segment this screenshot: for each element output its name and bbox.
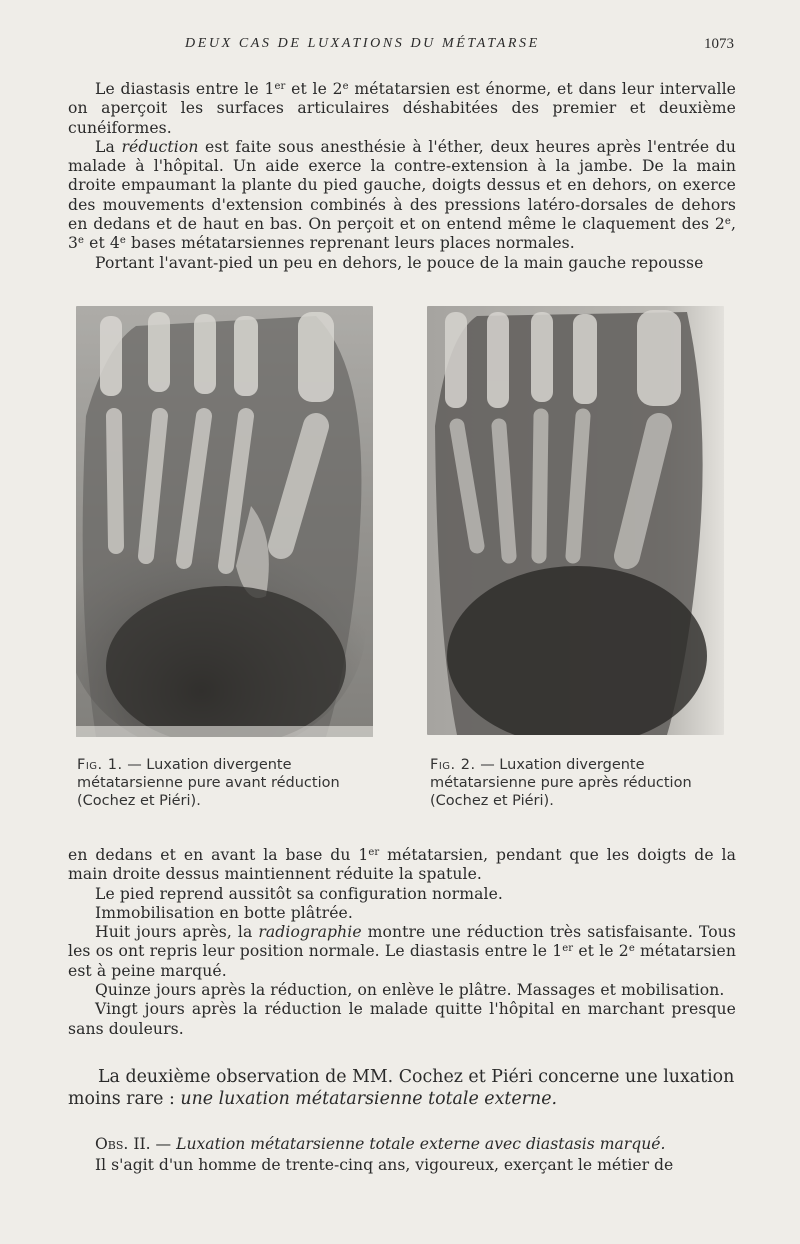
figure-1-caption: [77, 756, 377, 810]
text-run: métatarsien, pendant que les doigts de la main droite dessus maintiennent réduite la spatule.: [68, 846, 736, 884]
paragraph-continuation: [68, 846, 736, 885]
superscript: e: [724, 216, 731, 228]
text-run: en dedans et en avant la base du 1: [68, 846, 369, 864]
italic-term: radiographie: [258, 923, 362, 942]
text-run: —: [150, 1135, 177, 1153]
figure-label: Fig. 1.: [77, 757, 123, 773]
observation-text: Il s'agit d'un homme de trente-cinq ans, vigoureux, exerçant le métier de: [95, 1156, 674, 1174]
text-run: métatarsien est énorme, et dans leur intervalle on aperçoit les surfaces articulaires déshabitées des premier et deuxième cunéiformes.: [68, 80, 736, 137]
italic-term: une luxation métatarsienne totale externe.: [180, 1089, 558, 1109]
figure-1-radiograph: [76, 306, 373, 737]
paragraph-intro: [68, 1066, 748, 1110]
text-run: , 3: [68, 215, 736, 253]
running-head: [0, 36, 800, 58]
bottom-text-block: [68, 846, 736, 1039]
superscript: er: [274, 81, 286, 92]
page-number: 1073: [704, 36, 734, 52]
observation-label: Obs. II.: [95, 1135, 151, 1153]
text-run: bases métatarsiennes reprenant leurs places normales.: [125, 234, 575, 253]
paragraph-portant: Portant l'avant-pied un peu en dehors, le pouce de la main gauche repousse: [95, 253, 704, 272]
observation-title: Luxation métatarsienne totale externe avec diastasis marqué.: [176, 1135, 666, 1153]
text-run: Le diastasis entre le 1: [95, 80, 275, 98]
text-run: et 4: [84, 234, 120, 253]
top-text-block: [68, 80, 736, 273]
text-run: est faite sous anesthésie à l'éther, deux heures après l'entrée du malade à l'hôpital. Un aide exerce la contre-extension à la jambe. De la main droite empaumant la plante du pied gauche, doigts dessus et en dehors, on exerce des mouvements d'extension combinés à des pressions latéro-dorsales de dehors en dedans et de haut en bas. On perçoit et on entend même le claquement des 2: [68, 137, 736, 234]
caption-text: — Luxation divergente métatarsienne pure après réduction (Cochez et Piéri).: [430, 757, 692, 809]
observation-two: [68, 1134, 736, 1176]
text-run: métatarsien est à peine marqué.: [68, 942, 736, 980]
xray-foot-before-icon: [76, 306, 373, 737]
text-run: et le 2: [573, 942, 629, 961]
paragraph-immobilisation: Immobilisation en botte plâtrée.: [95, 903, 353, 922]
figure-2-radiograph: [427, 306, 724, 735]
figure-2-caption: [430, 756, 730, 810]
superscript: e: [78, 235, 85, 247]
italic-term: réduction: [121, 137, 199, 156]
text-run: et le 2: [285, 80, 343, 98]
paragraph-diastasis: [68, 80, 736, 138]
superscript: e: [119, 235, 126, 247]
superscript: e: [342, 81, 349, 92]
paragraph-quinze-jours: Quinze jours après la réduction, on enlève le plâtre. Massages et mobilisation.: [95, 981, 725, 1000]
superscript: e: [628, 943, 635, 955]
figure-label: Fig. 2.: [430, 757, 476, 773]
paragraph-vingt-jours: Vingt jours après la réduction le malade quitte l'hôpital en marchant presque sans douleurs.: [68, 1000, 736, 1038]
paragraph-reduction: [68, 138, 736, 254]
text-run: La deuxième observation de MM. Cochez et Piéri concerne une luxation moins rare :: [68, 1067, 735, 1109]
second-observation-intro: [68, 1066, 748, 1110]
paragraph-radiographie: [68, 923, 736, 981]
superscript: er: [368, 847, 380, 858]
paragraph-configuration: Le pied reprend aussitôt sa configuration normale.: [95, 884, 503, 903]
text-run: montre une réduction très satisfaisante. Tous les os ont repris leur position normale. Le diastasis entre le 1: [68, 923, 736, 961]
caption-text: — Luxation divergente métatarsienne pure avant réduction (Cochez et Piéri).: [77, 757, 340, 809]
running-head-title: DEUX CAS DE LUXATIONS DU MÉTATARSE: [185, 36, 540, 51]
text-run: Huit jours après, la: [95, 923, 259, 942]
observation-heading: [68, 1134, 736, 1155]
superscript: er: [562, 943, 574, 955]
text-run: La: [95, 137, 122, 156]
xray-foot-after-icon: [427, 306, 724, 735]
